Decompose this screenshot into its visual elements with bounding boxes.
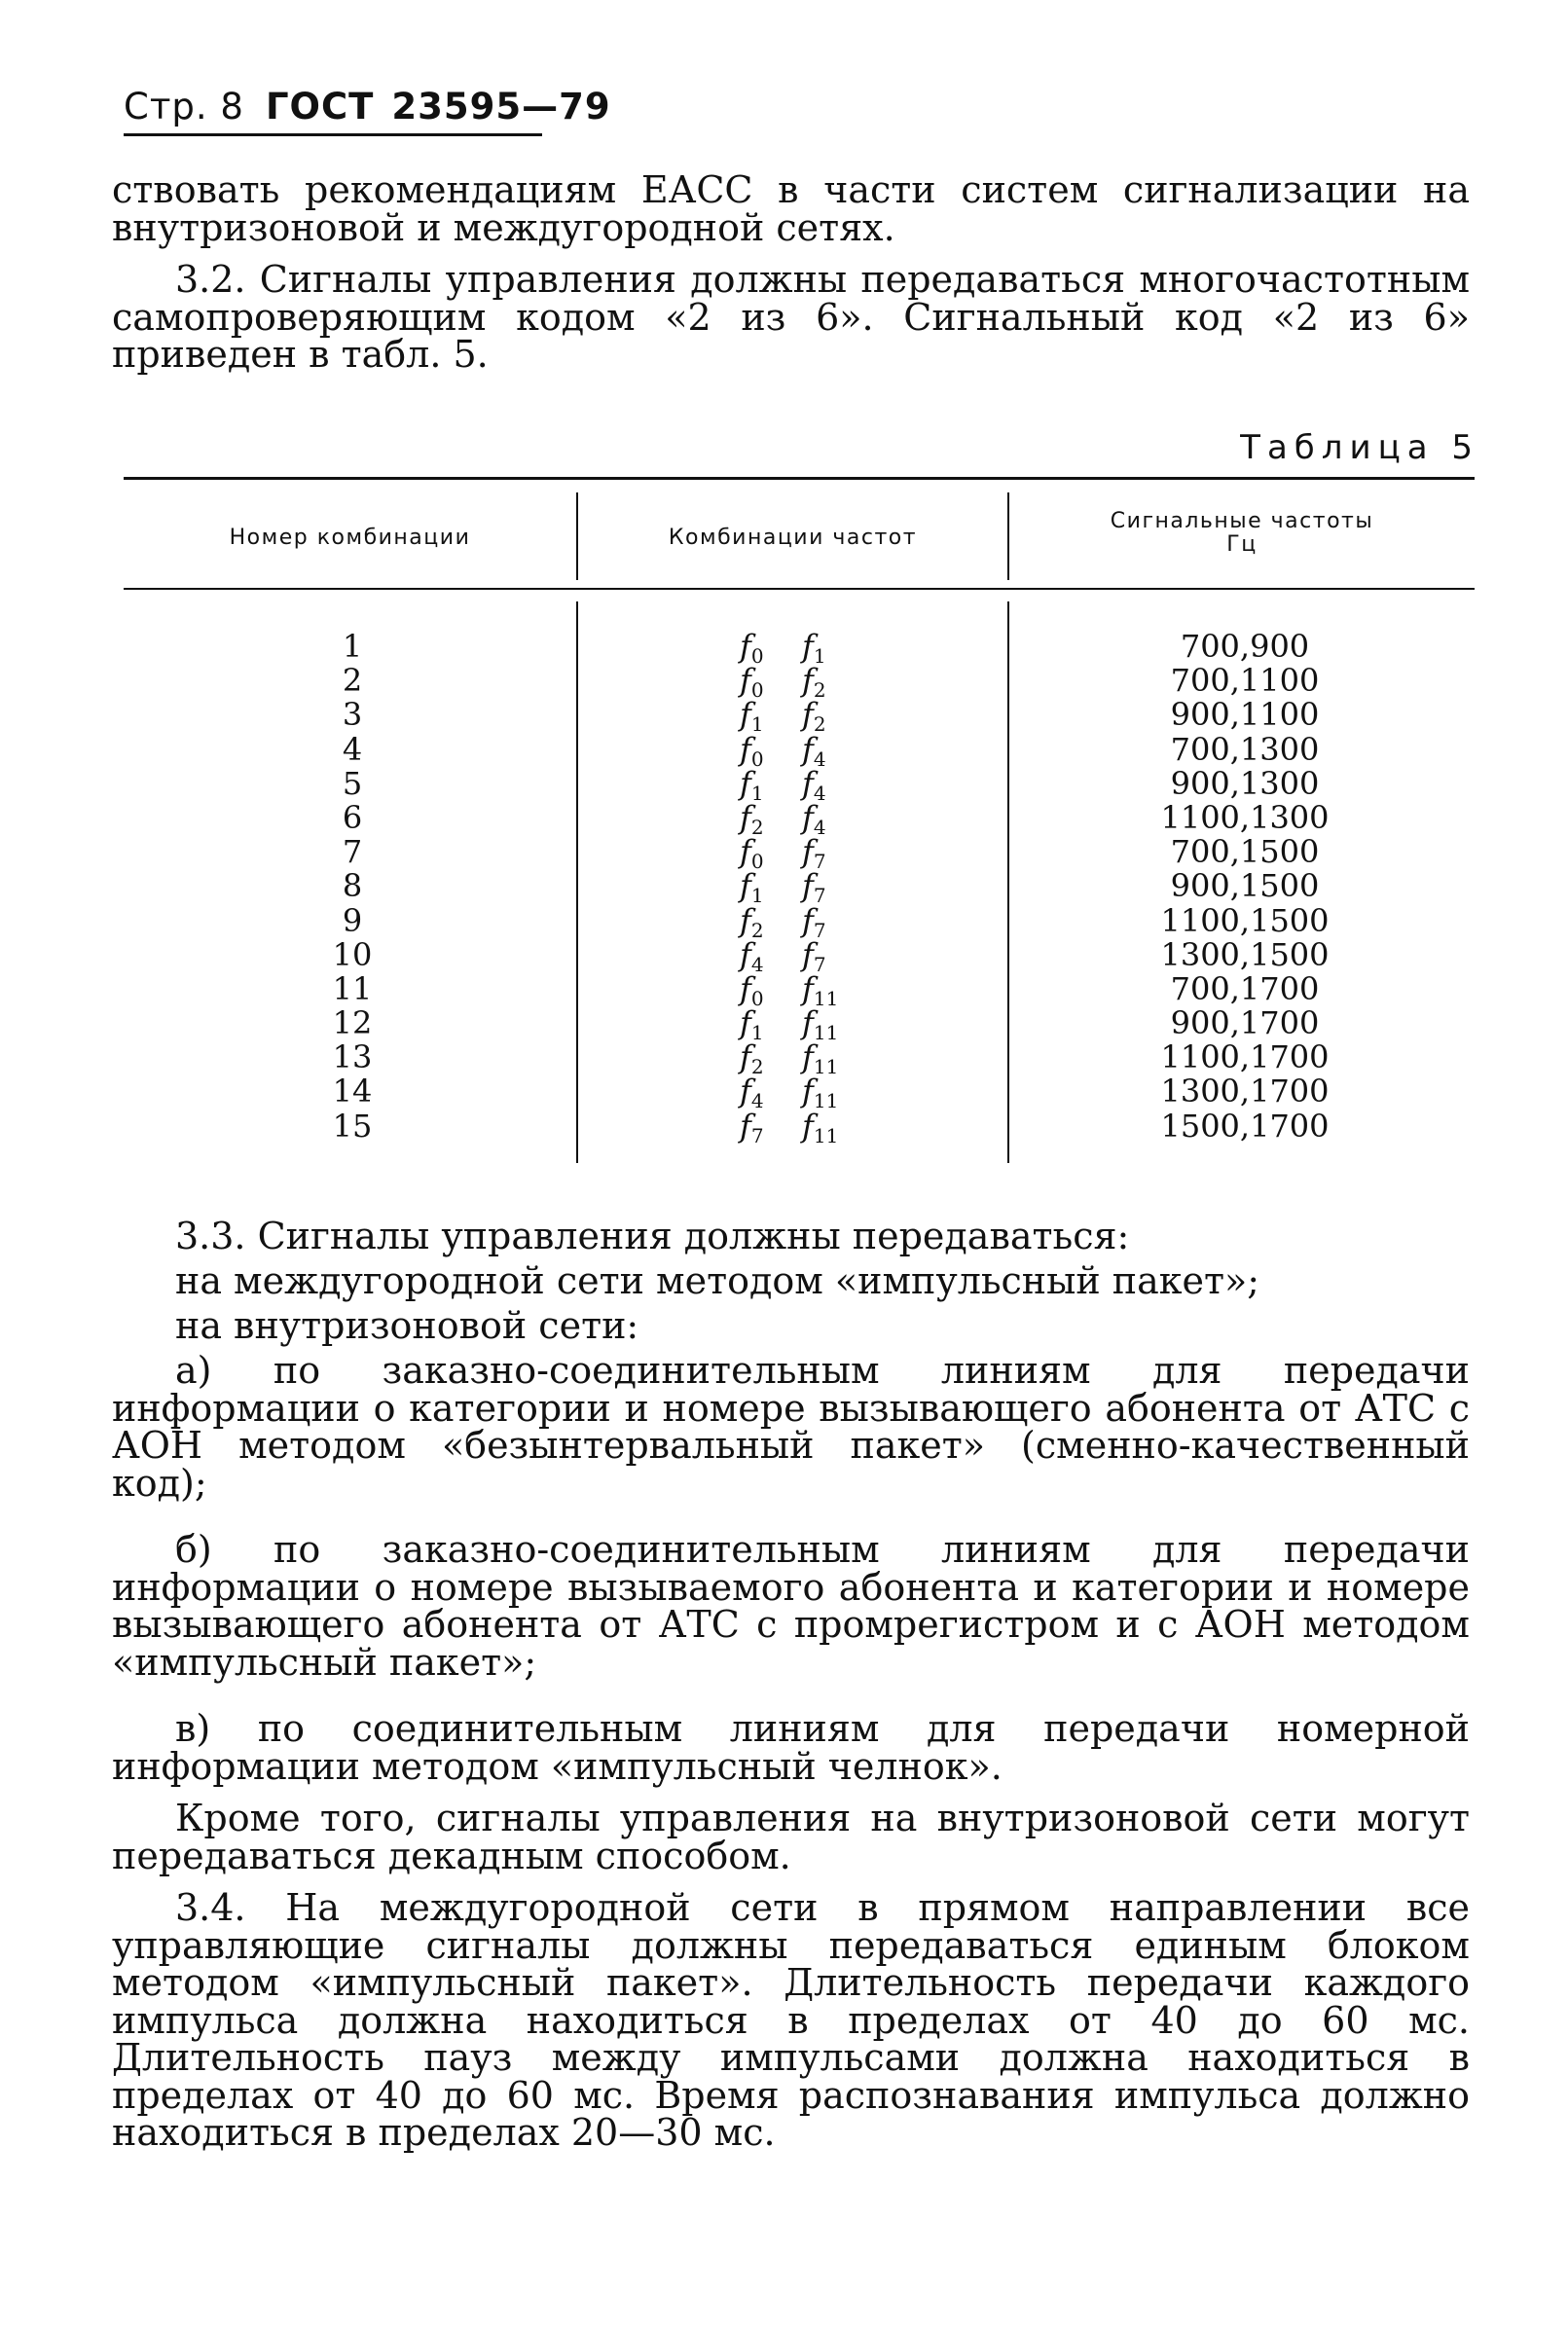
row-number: 15 <box>332 1107 373 1145</box>
frequency-index: 11 <box>813 1021 839 1045</box>
frequency-index: 1 <box>750 1021 764 1045</box>
frequency-index: 0 <box>750 746 764 771</box>
paragraph-3-3-a: а) по заказно-соединительным линиям для передачи информации о категории и номере вызывающего абонента от АТС с АОН методом «безынтервальный пакет» (сменно-качественный код); <box>112 1349 1470 1505</box>
frequency-letter: f <box>740 935 751 973</box>
row-number: 13 <box>332 1038 373 1076</box>
row-frequencies: 900,1300 <box>1170 764 1320 802</box>
frequency-letter: f <box>740 764 751 802</box>
row-combination <box>584 901 1012 942</box>
frequency-letter: f <box>802 730 814 768</box>
row-number: 14 <box>332 1073 373 1110</box>
row-combination <box>584 1004 1012 1045</box>
column-header-combination: Комбинации частот <box>668 526 918 550</box>
row-combination <box>584 730 1012 771</box>
frequency-index: 1 <box>813 644 826 668</box>
frequency-symbol-second <box>802 696 826 737</box>
row-combination <box>584 867 1012 908</box>
row-frequencies: 700,1500 <box>1170 833 1320 871</box>
header-underline <box>124 133 542 136</box>
frequency-symbol-second <box>802 1108 838 1145</box>
frequency-symbol-second <box>802 764 826 805</box>
frequency-letter: f <box>802 1107 814 1145</box>
frequency-index: 1 <box>750 781 764 805</box>
paragraph-3-3-intro: 3.3. Сигналы управления должны передаваться: <box>175 1215 1130 1257</box>
row-frequencies: 900,1100 <box>1170 696 1320 734</box>
row-number: 1 <box>342 628 363 665</box>
frequency-letter: f <box>740 798 751 836</box>
row-frequencies: 700,1100 <box>1170 662 1320 700</box>
frequency-letter: f <box>740 662 751 700</box>
frequency-index: 2 <box>750 815 764 839</box>
paragraph-3-3-long-distance: на междугородной сети методом «импульсный пакет»; <box>175 1259 1260 1302</box>
table-caption: Таблица 5 <box>1240 428 1479 467</box>
row-number: 3 <box>342 696 363 734</box>
frequency-index: 1 <box>750 712 764 737</box>
frequency-letter: f <box>802 1073 814 1110</box>
paragraph-continuation: ствовать рекомендациям ЕАСС в части систем сигнализации на внутризоновой и междугородной сетях. <box>112 168 1470 249</box>
frequency-index: 2 <box>813 712 826 737</box>
row-frequencies: 1100,1300 <box>1160 798 1330 836</box>
frequency-letter: f <box>740 1038 751 1076</box>
row-frequencies: 900,1500 <box>1170 867 1320 905</box>
frequency-letter: f <box>740 628 751 665</box>
frequency-letter: f <box>740 696 751 734</box>
column-header-number: Номер комбинации <box>229 526 471 550</box>
row-frequencies: 700,900 <box>1180 628 1310 665</box>
frequency-letter: f <box>802 764 814 802</box>
frequency-index: 0 <box>750 850 764 874</box>
frequency-symbol-second <box>802 628 826 668</box>
row-number: 5 <box>342 764 363 802</box>
standard-label: ГОСТ <box>265 86 375 127</box>
row-number: 8 <box>342 867 363 905</box>
frequency-symbol-second <box>802 1073 839 1113</box>
row-combination <box>584 969 1012 1010</box>
frequency-index: 2 <box>750 1055 764 1079</box>
row-combination <box>584 764 1012 805</box>
paragraph-3-4: 3.4. На междугородной сети в прямом направлении все управляющие сигналы должны передаваться единым блоком методом «импульсный пакет». Длительность передачи каждого импульса должна находиться в пределах от 40 до 60 мс. Длительность пауз между импульсами должна находиться в пределах от 40 до 60 мс. Время распознавания импульса должно находиться в пределах 20—30 мс. <box>112 1886 1470 2154</box>
row-frequencies: 700,1300 <box>1170 730 1320 768</box>
page-number-label: Стр. 8 <box>124 86 244 127</box>
frequency-letter: f <box>740 833 751 871</box>
table-header-rule <box>124 588 1475 590</box>
column-header-frequencies-line1: Сигнальные частоты <box>1110 509 1374 533</box>
frequency-symbol-second <box>802 1004 839 1045</box>
frequency-letter: f <box>802 833 814 871</box>
frequency-index: 0 <box>750 644 764 668</box>
frequency-letter: f <box>802 696 814 734</box>
column-number-values <box>124 630 581 1144</box>
frequency-letter: f <box>740 867 751 905</box>
paragraph-3-3-extra: Кроме того, сигналы управления на внутризоновой сети могут передаваться декадным способом. <box>112 1797 1470 1877</box>
frequency-letter: f <box>802 1038 814 1076</box>
page-header <box>124 86 611 127</box>
frequency-index: 7 <box>813 918 826 942</box>
frequency-index: 7 <box>813 850 826 874</box>
frequency-index: 2 <box>813 678 826 703</box>
row-combination <box>584 1107 1012 1147</box>
frequency-letter: f <box>740 1107 751 1145</box>
row-frequencies: 1100,1500 <box>1160 901 1330 939</box>
row-combination <box>584 833 1012 874</box>
row-frequencies: 700,1700 <box>1170 969 1320 1007</box>
row-combination <box>584 628 1012 668</box>
frequency-symbol-second <box>802 798 826 839</box>
frequency-letter: f <box>740 730 751 768</box>
row-frequencies: 1300,1500 <box>1160 935 1330 973</box>
frequency-letter: f <box>740 969 751 1007</box>
paragraph-3-3-intrazone: на внутризоновой сети: <box>175 1304 639 1347</box>
frequency-index: 1 <box>750 884 764 908</box>
row-frequencies: 900,1700 <box>1170 1004 1320 1042</box>
row-frequencies: 1100,1700 <box>1160 1038 1330 1076</box>
frequency-symbol-first <box>740 1109 802 1153</box>
frequency-index: 4 <box>750 952 764 976</box>
frequency-letter: f <box>802 628 814 665</box>
frequency-index: 11 <box>813 986 839 1010</box>
frequency-index: 4 <box>813 815 826 839</box>
row-number: 12 <box>332 1004 373 1042</box>
row-number: 7 <box>342 833 363 871</box>
frequency-letter: f <box>802 867 814 905</box>
frequency-index: 7 <box>750 1123 764 1147</box>
table-top-rule <box>124 477 1475 480</box>
row-combination <box>584 1038 1012 1079</box>
frequency-letter: f <box>802 901 814 939</box>
frequency-letter: f <box>740 901 751 939</box>
row-combination <box>584 798 1012 839</box>
frequency-letter: f <box>740 1073 751 1110</box>
column-header-frequencies <box>1009 510 1475 557</box>
paragraph-3-2: 3.2. Сигналы управления должны передаваться многочастотным самопроверяющим кодом «2 из 6». Сигнальный код «2 из 6» приведен в табл. 5. <box>112 258 1470 376</box>
frequency-index: 4 <box>813 746 826 771</box>
row-number: 9 <box>342 901 363 939</box>
row-number: 2 <box>342 662 363 700</box>
frequency-index: 0 <box>750 678 764 703</box>
row-frequencies: 1500,1700 <box>1160 1107 1330 1145</box>
row-number: 4 <box>342 730 363 768</box>
frequency-symbol-second <box>802 901 826 942</box>
frequency-letter: f <box>802 662 814 700</box>
frequency-index: 4 <box>813 781 826 805</box>
column-combination-values <box>584 628 1012 1147</box>
row-combination <box>584 696 1012 737</box>
column-frequency-values <box>1015 630 1475 1144</box>
frequency-index: 11 <box>813 1123 839 1147</box>
paragraph-3-3-v: в) по соединительным линиям для передачи номерной информации методом «импульсный челнок». <box>112 1707 1470 1788</box>
frequency-letter: f <box>802 1004 814 1042</box>
frequency-symbol-second <box>802 867 826 908</box>
frequency-symbol-second <box>802 935 826 976</box>
row-combination <box>584 662 1012 703</box>
frequency-letter: f <box>802 969 814 1007</box>
frequency-symbol-second <box>802 1038 839 1079</box>
row-number: 11 <box>332 969 373 1007</box>
frequency-index: 7 <box>813 952 826 976</box>
column-header-frequencies-line2: Гц <box>1226 532 1258 557</box>
frequency-symbol-second <box>802 833 826 874</box>
frequency-index: 7 <box>813 884 826 908</box>
frequency-symbol-second <box>802 969 839 1010</box>
frequency-letter: f <box>802 935 814 973</box>
frequency-index: 11 <box>813 1055 839 1079</box>
frequency-letter: f <box>802 798 814 836</box>
row-combination <box>584 1073 1012 1113</box>
paragraph-3-3-b: б) по заказно-соединительным линиям для передачи информации о номере вызываемого абонента и категории и номере вызывающего абонента от АТС с промрегистром и с АОН методом «импульсный пакет»; <box>112 1528 1470 1684</box>
row-frequencies: 1300,1700 <box>1160 1073 1330 1110</box>
standard-number: 23595—79 <box>391 86 611 127</box>
row-number: 10 <box>332 935 373 973</box>
row-combination <box>584 935 1012 976</box>
frequency-index: 4 <box>750 1089 764 1113</box>
frequency-symbol-second <box>802 730 826 771</box>
frequency-index: 0 <box>750 986 764 1010</box>
frequency-index: 2 <box>750 918 764 942</box>
row-number: 6 <box>342 798 363 836</box>
frequency-index: 11 <box>813 1089 839 1113</box>
frequency-symbol-second <box>802 662 826 703</box>
frequency-letter: f <box>740 1004 751 1042</box>
